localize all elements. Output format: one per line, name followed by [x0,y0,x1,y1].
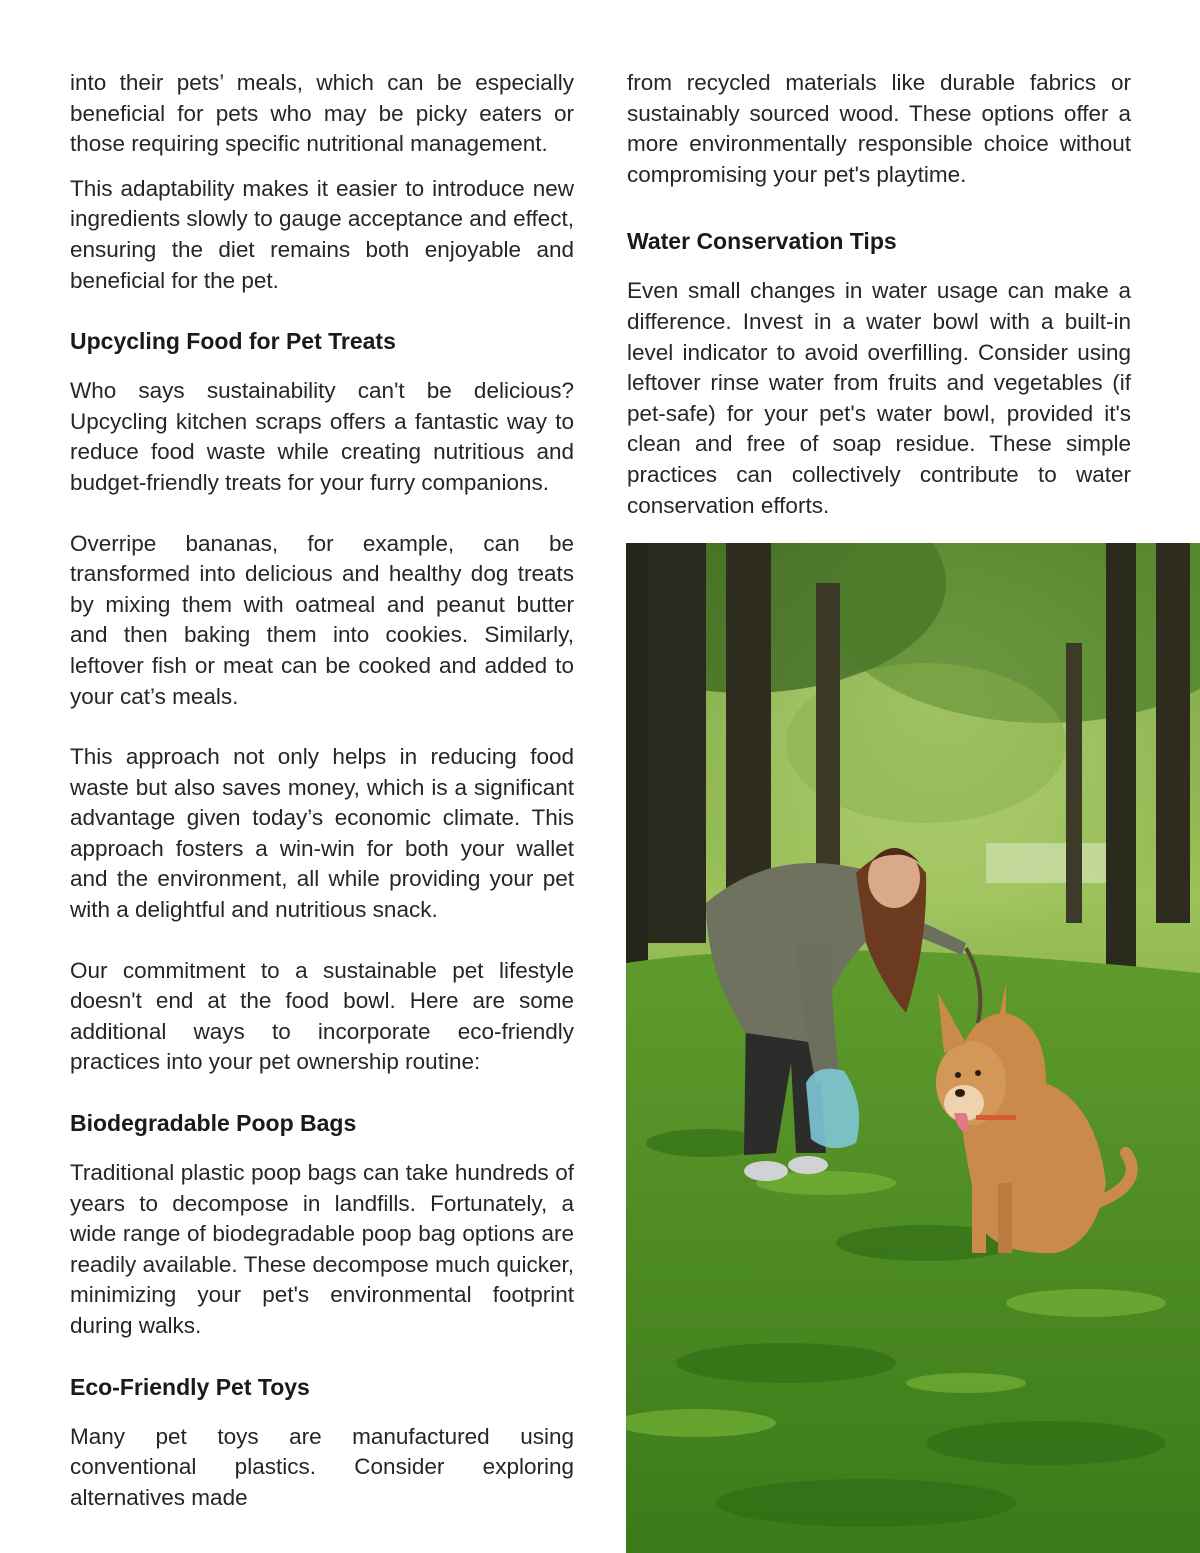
paragraph-saves-money: This approach not only helps in reducing food waste but also saves money, which is a significant advantage given today’s economic climate. This approach fosters a win-win for both your wallet and the environment, all while providing your pet with a delightful and nutritious snack. [70,744,574,923]
heading-water-conservation: Water Conservation Tips [627,228,897,255]
left-column [70,68,574,1513]
heading-upcycling-food: Upcycling Food for Pet Treats [70,328,396,355]
paragraph-poop-bags: Traditional plastic poop bags can take hundreds of years to decompose in landfills. Fortunately, a wide range of biodegradable poop bag options are readily available. These decompose much quicker, minimizing your pet's environmental footprint during walks. [70,1160,574,1338]
paragraph-bananas: Overripe bananas, for example, can be transformed into delicious and healthy dog treats by mixing them with oatmeal and peanut butter and then baking them into cookies. Similarly, leftover fish or meat can be cooked and added to your cat’s meals. [70,530,574,709]
paragraph-recycled-materials: from recycled materials like durable fabrics or sustainably sourced wood. These options offer a more environmentally responsible choice without compromising your pet's playtime. [627,70,1131,187]
paragraph-commitment: Our commitment to a sustainable pet lifestyle doesn't end at the food bowl. Here are some additional ways to incorporate eco-friendly practices into your pet ownership routine: [70,957,574,1075]
paragraph-eco-toys: Many pet toys are manufactured using conventional plastics. Consider exploring alternatives made [70,1423,574,1510]
paragraph-upcycling: Who says sustainability can't be delicious? Upcycling kitchen scraps offers a fantastic way to reduce food waste while creating nutritious and budget-friendly treats for your furry companions. [70,378,574,495]
right-column [627,68,1131,521]
heading-eco-toys: Eco-Friendly Pet Toys [70,1373,310,1400]
paragraph-diet-intro: into their pets’ meals, which can be especially beneficial for pets who may be picky eaters or those requiring specific nutritional management. [70,70,574,157]
park-photo [626,543,1200,1553]
paragraph-adaptability: This adaptability makes it easier to introduce new ingredients slowly to gauge acceptance and effect, ensuring the diet remains both enjoyable and beneficial for the pet. [70,175,574,293]
park-photo-illustration [626,543,1200,1553]
heading-poop-bags: Biodegradable Poop Bags [70,1110,357,1137]
paragraph-water-usage: Even small changes in water usage can make a difference. Invest in a water bowl with a built-in level indicator to avoid overfilling. Consider using leftover rinse water from fruits and vegetables (if pet-safe) for your pet's water bowl, provided it's clean and free of soap residue. These simple practices can collectively contribute to water conservation efforts. [627,278,1131,518]
